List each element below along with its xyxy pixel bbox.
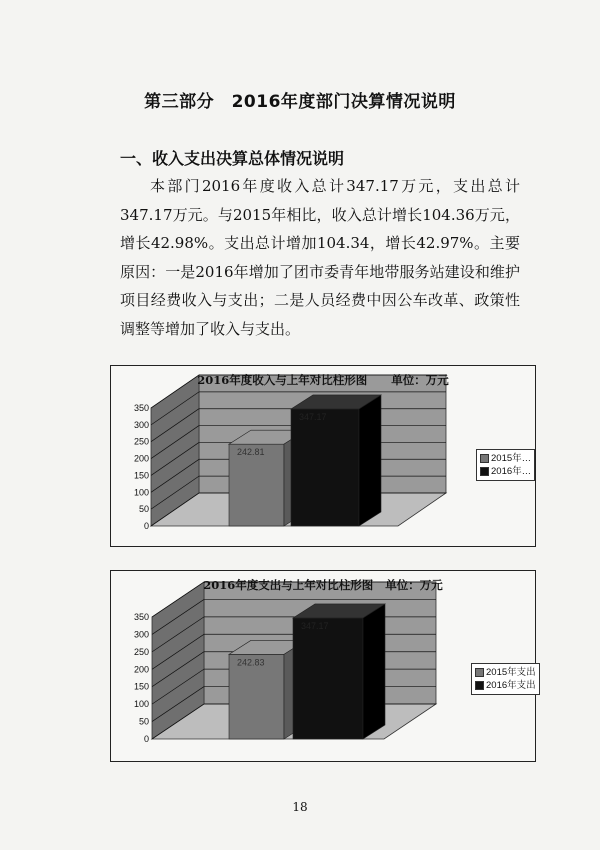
- income-comparison-chart: [110, 365, 536, 547]
- legend-item-2016: [480, 465, 531, 478]
- legend-item-2016: [475, 679, 536, 692]
- y-tick-label: 100: [133, 699, 149, 710]
- y-tick-label: 0: [143, 734, 149, 744]
- page-number: 18: [292, 800, 308, 814]
- legend-label: 2016年支出: [486, 680, 536, 691]
- expenditure-chart-title: [111, 577, 535, 593]
- bar-side: [359, 395, 381, 526]
- page-title: 第三部分 2016年度部门决算情况说明: [144, 92, 456, 112]
- legend-item-2015: [475, 666, 536, 679]
- legend-swatch-2016: [475, 681, 484, 690]
- section-heading: 一、收入支出决算总体情况说明: [120, 149, 345, 168]
- expenditure-comparison-chart: [110, 570, 536, 762]
- y-tick-label: 300: [133, 419, 149, 430]
- legend-item-2015: [480, 452, 531, 465]
- legend-label: 2015年支出: [486, 667, 536, 678]
- legend-swatch-2015: [475, 668, 484, 677]
- bar-2016: [291, 409, 359, 526]
- chart-title-text: 2016年度支出与上年对比柱形图: [203, 578, 374, 592]
- income-chart-canvas: [111, 366, 535, 546]
- bar-data-label: 242.81: [237, 447, 265, 458]
- bar-2016: [293, 618, 363, 739]
- y-tick-label: 50: [138, 504, 149, 515]
- chart-title-text: 2016年度收入与上年对比柱形图: [197, 373, 368, 387]
- expenditure-chart-legend: [471, 663, 540, 695]
- y-tick-label: 350: [133, 403, 149, 413]
- chart-unit-label: 单位：万元: [385, 578, 443, 592]
- income-chart-legend: [476, 449, 535, 481]
- y-tick-label: 200: [133, 664, 149, 675]
- y-tick-label: 250: [133, 436, 149, 447]
- y-tick-label: 250: [133, 646, 149, 657]
- y-tick-label: 100: [133, 487, 149, 498]
- bar-data-label: 347.17: [301, 620, 329, 631]
- bar-data-label: 347.17: [299, 411, 327, 422]
- bar-side: [363, 604, 385, 739]
- y-tick-label: 0: [143, 521, 149, 531]
- legend-label: 2015年…: [491, 453, 532, 464]
- legend-swatch-2016: [480, 467, 489, 476]
- legend-label: 2016年…: [491, 466, 532, 477]
- y-tick-label: 200: [133, 453, 149, 464]
- y-tick-label: 350: [133, 612, 149, 622]
- y-tick-label: 50: [138, 716, 149, 727]
- body-paragraph: 本部门2016年度收入总计347.17万元，支出总计347.17万元。与2015年相比，收入总计增长104.36万元，增长42.98%。支出总计增加104.34，增长42.97%。主要原因：一是2016年增加了团市委青年地带服务站建设和维护项目经费收入与支出；二是人员经费中因公车改革、政策性调整等增加了收入与支出。: [120, 177, 520, 338]
- legend-swatch-2015: [480, 454, 489, 463]
- income-chart-title: [111, 372, 535, 388]
- y-tick-label: 300: [133, 629, 149, 640]
- y-tick-label: 150: [133, 470, 149, 481]
- bar-data-label: 242.83: [237, 657, 265, 668]
- y-tick-label: 150: [133, 681, 149, 692]
- chart-unit-label: 单位：万元: [391, 373, 449, 387]
